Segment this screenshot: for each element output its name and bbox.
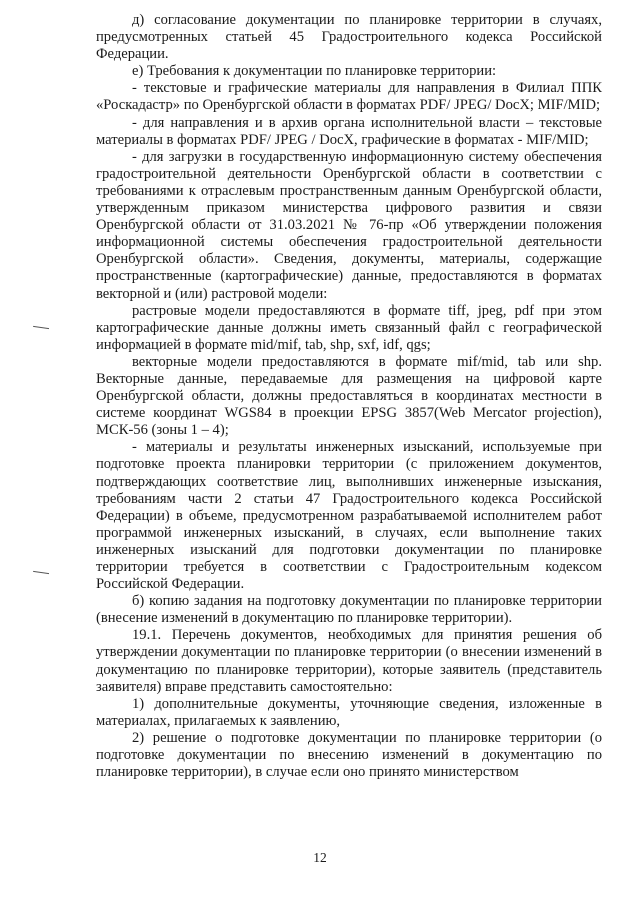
page-number: 12 — [313, 850, 327, 865]
paragraph: 1) дополнительные документы, уточняющие сведения, изложенные в материалах, прилагаемых к заявлению, — [96, 695, 602, 729]
paragraph: б) копию задания на подготовку документации по планировке территории (внесение изменений в документацию по планировке территории). — [96, 593, 602, 627]
document-body — [96, 12, 602, 781]
paragraph: векторные модели предоставляются в формате mif/mid, tab или shp. Векторные данные, передаваемые для размещения на цифровой карте Оренбургской области, должны предоставляться в координатах местности в системе координат WGS84 в проекции EPSG 3857(Web Mercator projection), МСК-56 (зоны 1 – 4); — [96, 353, 602, 439]
paragraph: д) согласование документации по планировке территории в случаях, предусмотренных статьей 45 Градостроительного кодекса Российской Федерации. — [96, 12, 602, 63]
scan-artifact-mark — [33, 326, 49, 330]
paragraph: растровые модели предоставляются в формате tiff, jpeg, pdf при этом картографические данные должны иметь связанный файл с географической информацией в формате mid/mif, tab, shp, sxf, idf, qgs; — [96, 302, 602, 353]
paragraph: 2) решение о подготовке документации по планировке территории (о подготовке документации по внесению изменений в документацию по планировке территории), в случае если оно принято министерством — [96, 729, 602, 781]
paragraph: - для направления и в архив органа исполнительной власти – текстовые материалы в форматах PDF/ JPEG / DocX, графические в форматах - MIF/MID; — [96, 114, 602, 148]
paragraph: - материалы и результаты инженерных изысканий, используемые при подготовке проекта планировки территории (с приложением документов, подтверждающих соответствие лиц, выполнивших инженерные изыскания, требованиям части 2 статьи 47 Градостроительного кодекса Российской Федерации) в объеме, предусмотренном разрабатываемой исполнителем работ программой инженерных изысканий, в случаях, если выполнение таких инженерных изысканий для подготовки документации по планировке территории требуется в соответствии с Градостроительным кодексом Российской Федерации. — [96, 439, 602, 593]
paragraph: е) Требования к документации по планировке территории: — [132, 63, 497, 80]
paragraph: 19.1. Перечень документов, необходимых для принятия решения об утверждении документации по планировке территории (о внесении изменений в документацию по планировке территории), которые заявитель (представитель заявителя) вправе представить самостоятельно: — [96, 627, 602, 695]
paragraph: - для загрузки в государственную информационную систему обеспечения градостроительной деятельности Оренбургской области в соответствии с требованиями к отраслевым пространственным данным Оренбургской области, утвержденным приказом министерства цифрового развития и связи Оренбургской области от 31.03.2021 № 76-пр «Об утверждении положения информационной системы обеспечения градостроительной деятельности Оренбургской области». Сведения, документы, материалы, содержащие пространственные (картографические) данные, предоставляются в форматах векторной и (или) растровой модели: — [96, 148, 602, 302]
scan-artifact-mark — [33, 571, 49, 575]
paragraph: - текстовые и графические материалы для направления в Филиал ППК «Роскадастр» по Оренбургской области в форматах PDF/ JPEG/ DocX; MIF/MID; — [96, 80, 602, 114]
